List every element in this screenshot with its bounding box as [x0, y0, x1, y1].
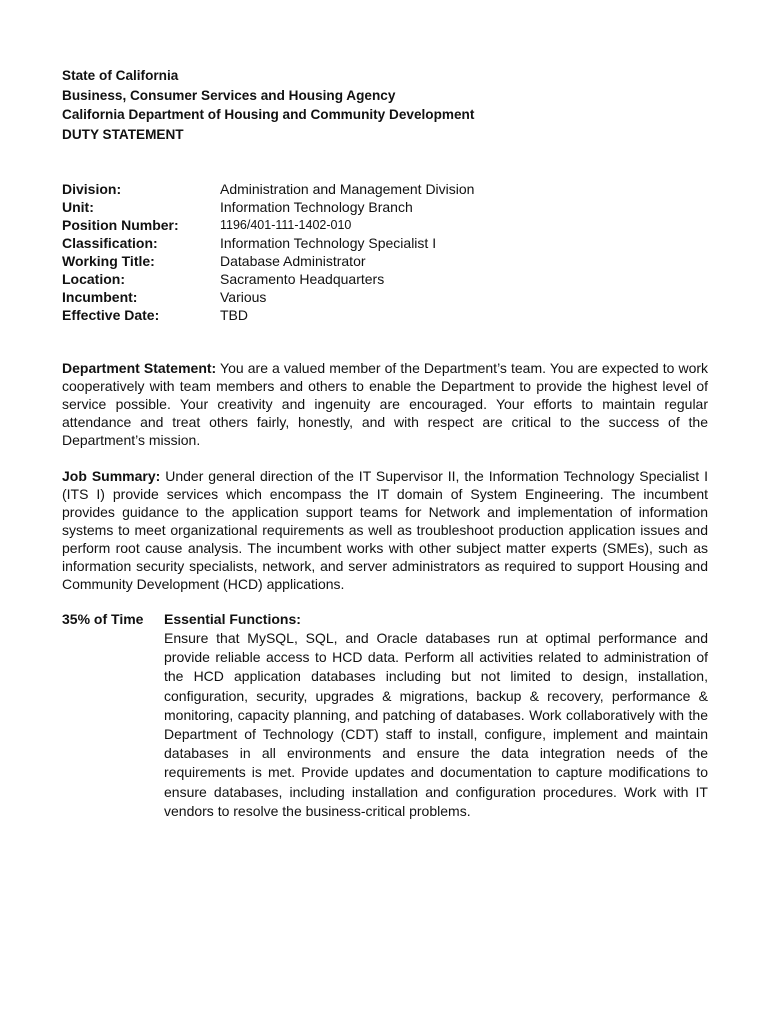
- header-agency: Business, Consumer Services and Housing Agency: [62, 87, 396, 103]
- info-row-incumbent: [62, 288, 474, 306]
- info-row-unit: [62, 198, 474, 216]
- effective-date-value: TBD: [220, 307, 248, 323]
- working-title-value: Database Administrator: [220, 253, 366, 269]
- essential-functions-heading-row: [62, 610, 301, 628]
- classification-value: Information Technology Specialist I: [220, 235, 437, 251]
- incumbent-value: Various: [220, 289, 267, 305]
- essential-functions-heading: Essential Functions:: [164, 611, 301, 627]
- location-value: Sacramento Headquarters: [220, 271, 385, 287]
- document-header: [62, 66, 474, 144]
- info-row-division: [62, 180, 474, 198]
- unit-value: Information Technology Branch: [220, 199, 413, 215]
- header-state: State of California: [62, 68, 179, 83]
- header-department: California Department of Housing and Community Development: [62, 107, 475, 122]
- position-number-label: Position Number:: [62, 217, 179, 233]
- info-row-working-title: [62, 252, 474, 270]
- division-value: Administration and Management Division: [220, 181, 475, 197]
- classification-label: Classification:: [62, 235, 158, 251]
- job-summary-lead: Job Summary:: [62, 468, 161, 484]
- info-row-effective-date: [62, 306, 474, 324]
- info-row-classification: [62, 234, 474, 252]
- working-title-label: Working Title:: [62, 253, 155, 269]
- location-label: Location:: [62, 271, 125, 287]
- info-row-position-number: [62, 216, 474, 234]
- job-summary-paragraph: [62, 467, 708, 593]
- info-row-location: [62, 270, 474, 288]
- department-statement-text: You are a valued member of the Department’s team. You are expected to work cooperatively with team members and others to enable the Department to provide the highest level of service possible. Your creativity and ingenuity are encouraged. Your efforts to maintain regular attendance and treat others fairly, honestly, and with respect are critical to the success of the Department’s mission.: [62, 360, 709, 448]
- job-summary-text: Under general direction of the IT Supervisor II, the Information Technology Specialist I (ITS I) provide services which encompass the IT domain of System Engineering. The incumbent provides guidance to the application support teams for Network and implementation of information systems to meet organizational requirements as well as troubleshoot production application issues and perform root cause analysis. The incumbent works with other subject matter experts (SMEs), such as information security specialists, network, and server administrators as required to support Housing and Community Development (HCD) applications.: [62, 468, 708, 592]
- position-info-block: [62, 180, 474, 324]
- position-number-value: 1196/401-111-1402-010: [220, 218, 352, 232]
- department-statement-lead: Department Statement:: [62, 360, 217, 376]
- division-label: Division:: [62, 181, 122, 197]
- header-document-title: DUTY STATEMENT: [62, 126, 184, 142]
- essential-functions-text: Ensure that MySQL, SQL, and Oracle databases run at optimal performance and provide reliable access to HCD data. Perform all activities related to administration of the HCD application databases including but not limited to design, installation, configuration, security, upgrades & migrations, backup & recovery, performance & monitoring, capacity planning, and patching of databases. Work collaboratively with the Department of Technology (CDT) staff to install, configure, implement and maintain databases in all environments and ensure the data integration needs of the requirements is met. Provide updates and documentation to capture modifications to ensure databases, including installation and configuration procedures. Work with IT vendors to resolve the business-critical problems.: [164, 630, 708, 819]
- effective-date-label: Effective Date:: [62, 307, 160, 323]
- time-percentage: 35% of Time: [62, 611, 144, 627]
- department-statement-paragraph: [62, 359, 708, 449]
- unit-label: Unit:: [62, 199, 94, 215]
- incumbent-label: Incumbent:: [62, 289, 138, 305]
